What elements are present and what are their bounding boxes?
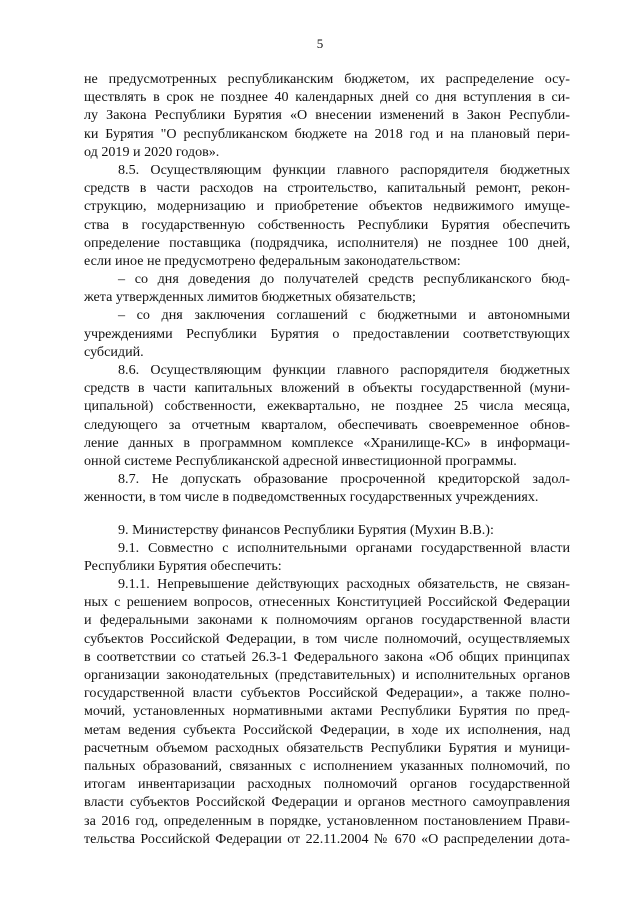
text-line: ление данных в программном комплексе «Хранилище-КС» в информаци- bbox=[84, 434, 570, 451]
text-line: средств в части капитальных вложений в объекты государственной (муни- bbox=[84, 380, 570, 397]
text-line: 8.5. Осуществляющим функции главного распорядителя бюджетных bbox=[118, 161, 570, 178]
paragraph-9-1 bbox=[84, 539, 570, 575]
text-line: субсидий. bbox=[84, 343, 144, 360]
paragraph-continuation bbox=[84, 70, 570, 161]
paragraph-8-7 bbox=[84, 470, 570, 506]
text-line: учреждениями Республики Бурятия о предоставлении соответствующих bbox=[84, 325, 570, 342]
text-line: од 2019 и 2020 годов». bbox=[84, 143, 220, 160]
text-line: ки Бурятия "О республиканском бюджете на 2018 год и на плановый пери- bbox=[84, 125, 570, 142]
text-line: 9.1.1. Непревышение действующих расходных обязательств, не связан- bbox=[118, 576, 570, 593]
text-line: женности, в том числе в подведомственных государственных учреждениях. bbox=[84, 489, 539, 506]
document-body bbox=[84, 70, 570, 848]
text-line: жета утвержденных лимитов бюджетных обязательств; bbox=[84, 289, 416, 306]
text-line: лу Закона Республики Бурятия «О внесении изменений в Закон Республи- bbox=[84, 107, 570, 124]
text-line: 9. Министерству финансов Республики Бурятия (Мухин В.В.): bbox=[118, 521, 494, 538]
text-line: онной системе Республиканской адресной инвестиционной программы. bbox=[84, 452, 517, 469]
text-line: не предусмотренных республиканским бюджетом, их распределение осу- bbox=[84, 71, 570, 87]
paragraph-8-5-dash-1 bbox=[84, 270, 570, 306]
text-line: струкцию, модернизацию и приобретение объектов недвижимого имуще- bbox=[84, 198, 570, 215]
paragraph-8-5-dash-2 bbox=[84, 306, 570, 361]
text-line: субъектов Российской Федерации, в том числе полномочий, осуществляемых bbox=[84, 630, 570, 647]
text-line: и федеральными законами к полномочиям органов государственной власти bbox=[84, 612, 570, 629]
text-line: государственной власти субъектов Российской Федерации», а также полно- bbox=[84, 685, 570, 702]
text-line: ципальной) собственности, ежеквартально, не позднее 25 числа месяца, bbox=[84, 398, 570, 415]
page-number: 5 bbox=[316, 36, 324, 51]
text-line: метам ведения субъекта Российской Федерации, в ходе их исполнения, над bbox=[84, 721, 570, 738]
text-line: следующего за отчетным кварталом, обеспечивать своевременное обнов- bbox=[84, 416, 570, 433]
paragraph-9 bbox=[84, 521, 570, 539]
text-line: итогам инвентаризации расходных полномочий органов государственной bbox=[84, 776, 570, 793]
text-line: расчетным объемом расходных обязательств Республики Бурятия и муници- bbox=[84, 739, 570, 756]
text-line: тельства Российской Федерации от 22.11.2004 № 670 «О распределении дота- bbox=[84, 830, 570, 847]
paragraph-8-5 bbox=[84, 161, 570, 270]
paragraph-9-1-1 bbox=[84, 575, 570, 848]
text-line: организации законодательных (представительных) и исполнительных органов bbox=[84, 667, 570, 683]
paragraph-8-6 bbox=[84, 361, 570, 470]
text-line: ства в государственную собственность Республики Бурятия обеспечить bbox=[84, 216, 570, 233]
text-line: определение поставщика (подрядчика, исполнителя) не позднее 100 дней, bbox=[84, 234, 570, 251]
text-line: 8.6. Осуществляющим функции главного распорядителя бюджетных bbox=[118, 362, 570, 378]
text-line: ществлять в срок не позднее 40 календарных дней со дня вступления в си- bbox=[84, 89, 570, 106]
text-line: 8.7. Не допускать образование просроченной кредиторской задол- bbox=[118, 471, 570, 488]
text-line: Республики Бурятия обеспечить: bbox=[84, 557, 282, 574]
text-line: пальных образований, связанных с исполнением указанных полномочий, по bbox=[84, 757, 570, 774]
text-line: в соответствии со статьей 26.3-1 Федерального закона «Об общих принципах bbox=[84, 648, 570, 665]
text-line: – со дня заключения соглашений с бюджетными и автономными bbox=[118, 307, 570, 324]
text-line: за 2016 год, определенным в порядке, установленном постановлением Прави- bbox=[84, 812, 570, 829]
text-line: средств в части расходов на строительство, капитальный ремонт, рекон- bbox=[84, 180, 570, 197]
text-line: если иное не предусмотрено федеральным законодательством: bbox=[84, 252, 461, 269]
paragraph-gap bbox=[84, 507, 570, 521]
text-line: мочий, установленных нормативными актами Республики Бурятия по пред- bbox=[84, 703, 570, 720]
text-line: власти субъектов Российской Федерации и органов местного самоуправления bbox=[84, 794, 570, 811]
text-line: ных с решением вопросов, отнесенных Конституцией Российской Федерации bbox=[84, 594, 570, 611]
text-line: – со дня доведения до получателей средств республиканского бюд- bbox=[118, 271, 570, 288]
text-line: 9.1. Совместно с исполнительными органами государственной власти bbox=[118, 539, 570, 556]
